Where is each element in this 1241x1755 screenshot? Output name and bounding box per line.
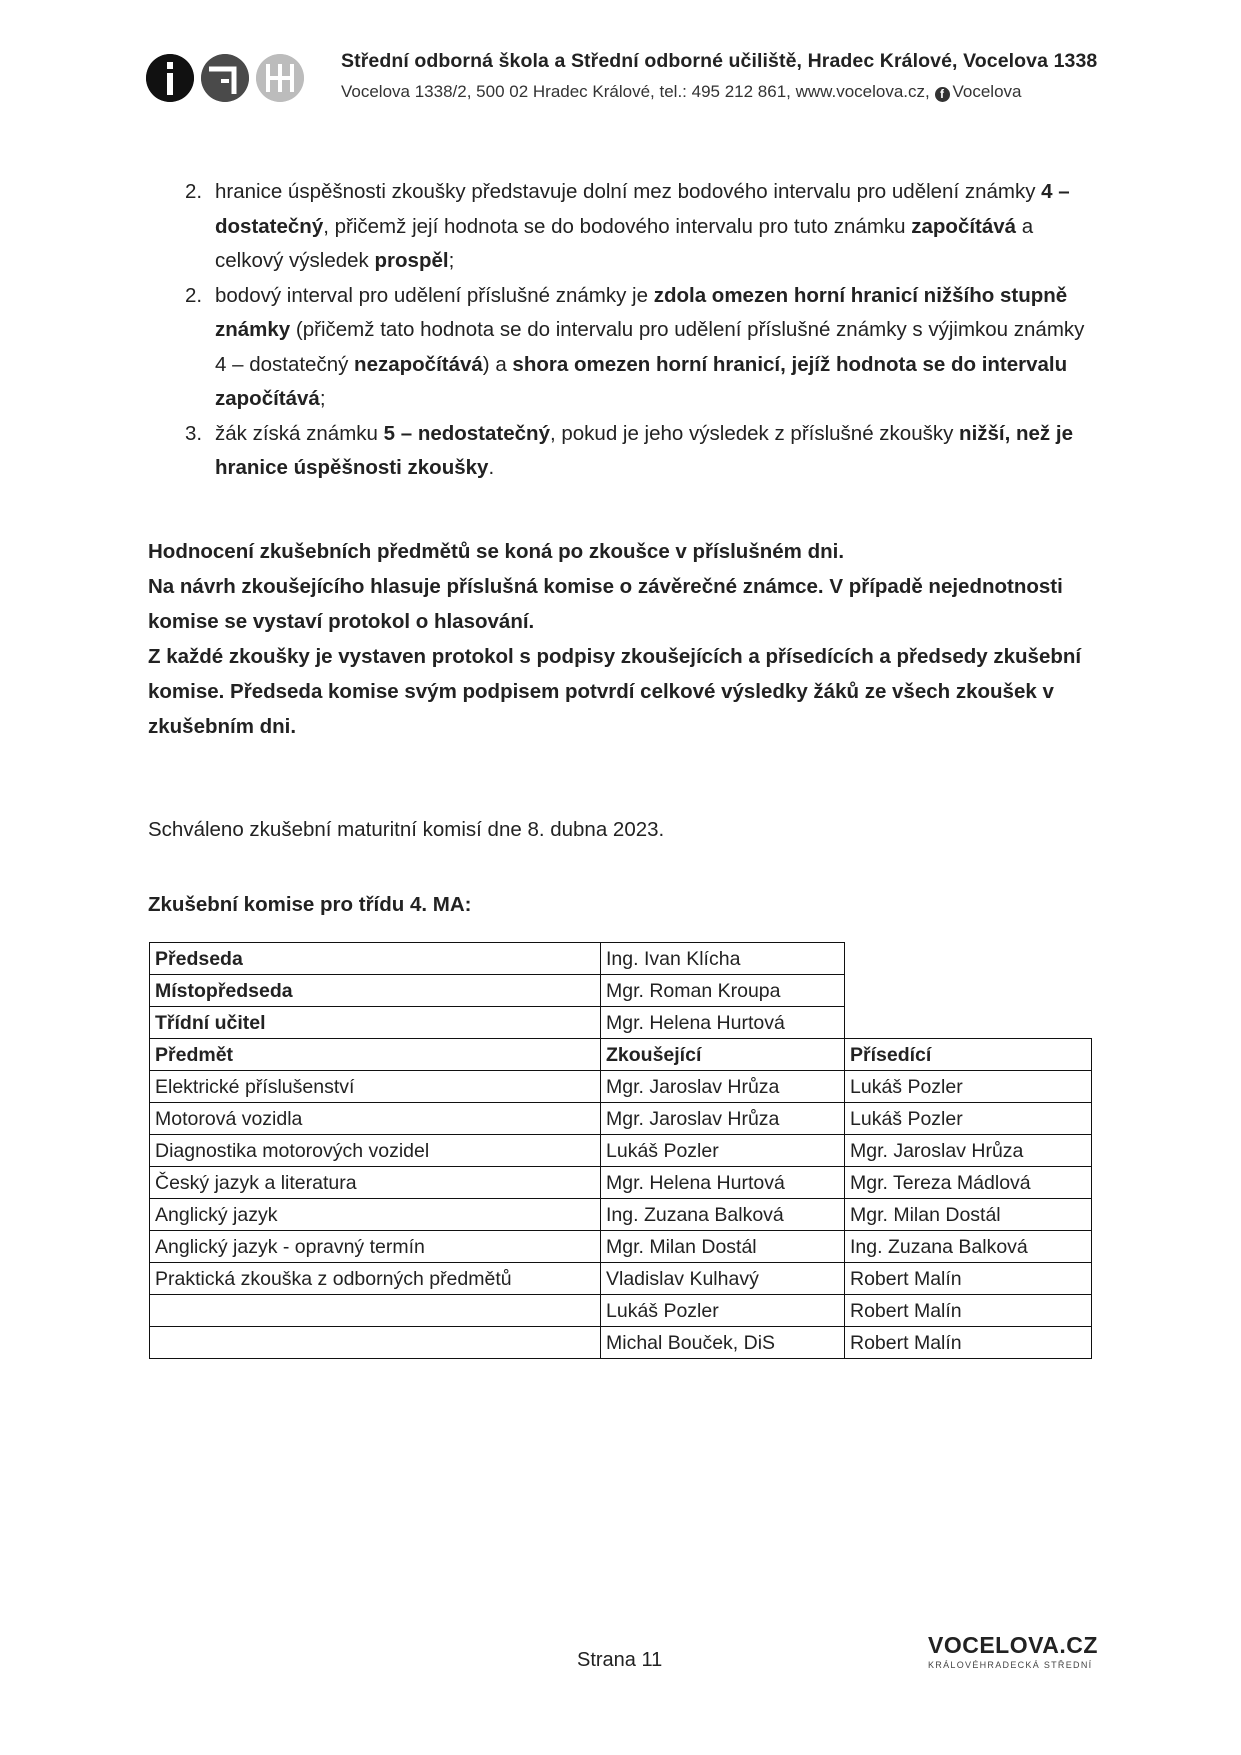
examiner-cell: Mgr. Milan Dostál [600, 1230, 845, 1263]
role-name: Mgr. Helena Hurtová [600, 1006, 845, 1039]
rule-text: ; [319, 387, 326, 410]
rule-text: ) a [482, 352, 513, 376]
table-row [150, 1327, 1092, 1359]
rule-item [148, 175, 1098, 279]
rule-item [148, 417, 1098, 486]
approval-note: Schváleno zkušební maturitní komisí dne 8. dubna 2023. [148, 818, 665, 841]
assessor-cell: Ing. Zuzana Balková [844, 1230, 1092, 1263]
subject-cell: Anglický jazyk [149, 1198, 601, 1231]
subject-cell: Anglický jazyk - opravný termín [149, 1230, 601, 1263]
logo-circle-i [146, 54, 194, 102]
rule-number: 2. [185, 283, 203, 307]
role-label: Předseda [149, 942, 601, 975]
committee-title: Zkušební komise pro třídu 4. MA: [148, 893, 472, 916]
assessor-cell: Mgr. Jaroslav Hrůza [844, 1134, 1092, 1167]
rule-text: hranice úspěšnosti zkoušky představuje dolní mez bodového intervalu pro udělení známky [215, 180, 1042, 203]
examiner-cell: Lukáš Pozler [600, 1294, 845, 1327]
page-number: Strana 11 [577, 1649, 663, 1671]
examiner-cell: Ing. Zuzana Balková [600, 1198, 845, 1231]
rule-text: započítává [911, 214, 1017, 238]
examiner-cell: Vladislav Kulhavý [600, 1262, 845, 1295]
rule-text: (přičemž tato hodnota se do intervalu pro udělení příslušné známky s výjimkou známky 4 – dostatečný [215, 318, 1085, 376]
rule-text: a celkový výsledek [215, 214, 1034, 272]
rule-text: ; [448, 249, 455, 272]
rule-text: . [488, 456, 495, 479]
header-subject: Předmět [149, 1038, 601, 1071]
examiner-cell: Mgr. Helena Hurtová [600, 1166, 845, 1199]
assessor-cell: Robert Malín [844, 1326, 1092, 1359]
address-text: Vocelova 1338/2, 500 02 Hradec Králové, tel.: 495 212 861, www.vocelova.cz, [341, 82, 930, 101]
table-row [150, 1071, 1092, 1103]
subject-cell [149, 1294, 601, 1327]
subject-cell: Motorová vozidla [149, 1102, 601, 1135]
rule-text: bodový interval pro udělení příslušné známky je [215, 283, 654, 307]
rule-number: 2. [185, 180, 203, 203]
subject-cell [149, 1326, 601, 1359]
subject-cell: Praktická zkouška z odborných předmětů [149, 1262, 601, 1295]
table-row [150, 1231, 1092, 1263]
role-label: Místopředseda [149, 974, 601, 1007]
evaluation-paragraph: Na návrh zkoušejícího hlasuje příslušná komise o závěrečné známce. V případě nejednotnosti komise se vystaví protokol o hlasování. [148, 574, 1063, 633]
table-row [150, 1103, 1092, 1135]
rule-text: , přičemž její hodnota se do bodového intervalu pro tuto známku [323, 214, 912, 238]
school-address [341, 82, 1096, 102]
brand-logo [928, 1632, 1098, 1670]
table-header-row [150, 1039, 1092, 1071]
rule-text: 5 – nedostatečný [383, 421, 550, 445]
rule-item [148, 279, 1098, 417]
table-row [150, 1295, 1092, 1327]
role-row [150, 975, 1092, 1007]
evaluation-text [148, 534, 1098, 744]
committee-table [150, 943, 1092, 1359]
facebook-label: Vocelova [952, 82, 1022, 101]
logo-circle-arrow [201, 54, 249, 102]
document-body [148, 175, 1098, 744]
rule-text: nezapočítává [354, 352, 483, 376]
document-header [146, 50, 1096, 110]
assessor-cell: Robert Malín [844, 1294, 1092, 1327]
assessor-cell: Mgr. Tereza Mádlová [844, 1166, 1092, 1199]
assessor-cell: Mgr. Milan Dostál [844, 1198, 1092, 1231]
evaluation-paragraph: Hodnocení zkušebních předmětů se koná po zkoušce v příslušném dni. [148, 539, 845, 563]
subject-cell: Český jazyk a literatura [149, 1166, 601, 1199]
school-name: Střední odborná škola a Střední odborné učiliště, Hradec Králové, Vocelova 1338 [341, 50, 1098, 72]
rule-number: 3. [185, 421, 203, 445]
table-row [150, 1167, 1092, 1199]
examiner-cell: Lukáš Pozler [600, 1134, 845, 1167]
rule-text: 4 – dostatečný [215, 180, 1070, 238]
evaluation-paragraph: Z každé zkoušky je vystaven protokol s podpisy zkoušejících a přísedících a předsedy zkušební komise. Předseda komise svým podpisem potvrdí celkové výsledky žáků ze všech zkoušek v zkušebním dni. [148, 644, 1082, 738]
examiner-cell: Mgr. Jaroslav Hrůza [600, 1102, 845, 1135]
header-assessor: Přísedící [844, 1038, 1092, 1071]
table-body [150, 1071, 1092, 1359]
role-row [150, 943, 1092, 975]
subject-cell: Elektrické příslušenství [149, 1070, 601, 1103]
role-name: Ing. Ivan Klícha [600, 942, 845, 975]
table-row [150, 1199, 1092, 1231]
rule-text: zdola omezen horní hranicí nižšího stupně známky [215, 283, 1068, 341]
rule-text: žák získá známku [215, 421, 384, 445]
rule-text: , pokud je jeho výsledek z příslušné zkoušky [549, 421, 960, 445]
table-row [150, 1135, 1092, 1167]
role-row [150, 1007, 1092, 1039]
rule-text: shora omezen horní hranicí, jejíž hodnota se do intervalu započítává [215, 352, 1068, 410]
rule-text: nižší, než je hranice úspěšnosti zkoušky [215, 421, 1073, 479]
examiner-cell: Michal Bouček, DiS [600, 1326, 845, 1359]
brand-name: VOCELOVA.CZ [928, 1632, 1098, 1658]
assessor-cell: Robert Malín [844, 1262, 1092, 1295]
table-row [150, 1263, 1092, 1295]
rules-list [148, 175, 1098, 486]
assessor-cell: Lukáš Pozler [844, 1070, 1092, 1103]
header-examiner: Zkoušející [600, 1038, 845, 1071]
assessor-cell: Lukáš Pozler [844, 1102, 1092, 1135]
facebook-icon: f [935, 87, 950, 102]
role-name: Mgr. Roman Kroupa [600, 974, 845, 1007]
logo-circle-h [256, 54, 304, 102]
role-label: Třídní učitel [149, 1006, 601, 1039]
examiner-cell: Mgr. Jaroslav Hrůza [600, 1070, 845, 1103]
subject-cell: Diagnostika motorových vozidel [149, 1134, 601, 1167]
rule-text: prospěl [374, 249, 449, 272]
brand-subtitle: KRÁLOVÉHRADECKÁ STŘEDNÍ [928, 1660, 1093, 1670]
